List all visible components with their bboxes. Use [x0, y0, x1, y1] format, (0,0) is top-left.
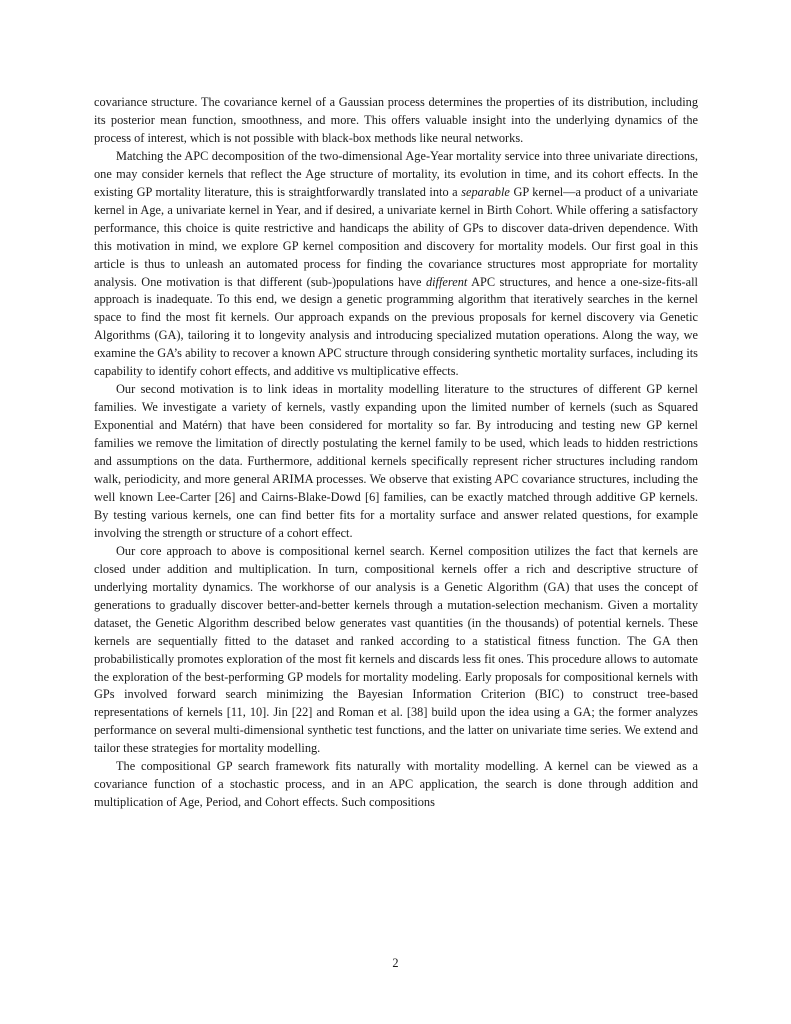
paragraph-text: Matching the APC decomposition of the two-dimensional Age-Year mortality service into three univariate directions, one may consider kernels that reflect the Age structure of mortality, its evolution in time, and its cohort effects. In the existing GP mortality literature, this is straightforwardly translated into a: [94, 148, 698, 199]
paragraph-text: covariance structure. The covariance kernel of a Gaussian process determines the properties of its distribution, including its posterior mean function, smoothness, and more. This offers valuable insight into the underlying dynamics of the process of interest, which is not possible with black-box methods like neural networks.: [94, 95, 698, 145]
emphasis-text: different: [425, 274, 468, 289]
page-body: [94, 94, 698, 812]
paragraph-text: Our second motivation is to link ideas in mortality modelling literature to the structures of different GP kernel families. We investigate a variety of kernels, vastly expanding upon the limited number of kernels (such as Squared Exponential and Matérn) that have been considered for mortality so far. By introducing and testing new GP kernel families we remove the limitation of directly postulating the kernel family to be used, which leads to hidden restrictions and assumptions on the data. Furthermore, additional kernels specifically represent richer structures including random walk, periodicity, and more general ARIMA processes. We observe that existing APC covariance structures, including the well known Lee-Carter [26] and Cairns-Blake-Dowd [6] families, can be exactly matched through additive GP kernels. By testing various kernels, one can find better fits for a mortality surface and answer related questions, for example involving the strength or structure of a cohort effect.: [94, 382, 698, 540]
emphasis-text: separable: [461, 184, 510, 199]
paragraph-text: APC structures, and hence a one-size-fits-all approach is inadequate. To this end, we design a genetic programming algorithm that iteratively searches in the kernel space to find the most fit kernels. Our approach expands on the previous proposals for kernel discovery via Genetic Algorithms (GA), tailoring it to longevity analysis and introducing specialized mutation operations. Along the way, we examine the GA’s ability to recover a known APC structure through considering synthetic mortality surfaces, including its capability to identify cohort effects, and additive vs multiplicative effects.: [94, 274, 698, 379]
paragraph-text: GP kernel—a product of a univariate kernel in Age, a univariate kernel in Year, and if desired, a univariate kernel in Birth Cohort. While offering a satisfactory performance, this choice is quite restrictive and handicaps the ability of GPs to discover data-driven dependence. With this motivation in mind, we explore GP kernel composition and discovery for mortality models. Our first goal in this article is thus to unleash an automated process for finding the covariance structures most appropriate for mortality analysis. One motivation is that different (sub-)populations have: [94, 184, 698, 289]
paragraph-text: The compositional GP search framework fits naturally with mortality modelling. A kernel can be viewed as a covariance function of a stochastic process, and in an APC application, the search is done through addition and multiplication of Age, Period, and Cohort effects. Such compositions: [94, 759, 698, 810]
paragraph: [94, 148, 698, 381]
paragraph-text: Our core approach to above is compositional kernel search. Kernel composition utilizes the fact that kernels are closed under addition and multiplication. In turn, compositional kernels offer a rich and descriptive structure of underlying mortality dynamics. The workhorse of our analysis is a Genetic Algorithm (GA) that uses the concept of generations to gradually discover better-and-better kernels through a mutation-selection mechanism. Given a mortality dataset, the Genetic Algorithm described below generates vast quantities (in the thousands) of potential kernels. These kernels are sequentially fitted to the dataset and ranked according to a statistical fitness function. The GA then probabilistically promotes exploration of the most fit kernels and discards less fit ones. This procedure allows to automate the exploration of the best-performing GP models for mortality modeling. Early proposals for compositional kernels with GPs involved forward search minimizing the Bayesian Information Criterion (BIC) to construct tree-based representations of kernels [11, 10]. Jin [22] and Roman et al. [38] build upon the idea using a GA; the former analyzes performance on several multi-dimensional synthetic test functions, and the latter on univariate time series. We extend and tailor these strategies for mortality modelling.: [94, 543, 698, 756]
paragraph: [94, 758, 698, 812]
paragraph: [94, 94, 698, 148]
paragraph: [94, 543, 698, 758]
paragraph: [94, 381, 698, 543]
page-number: 2: [392, 956, 399, 970]
